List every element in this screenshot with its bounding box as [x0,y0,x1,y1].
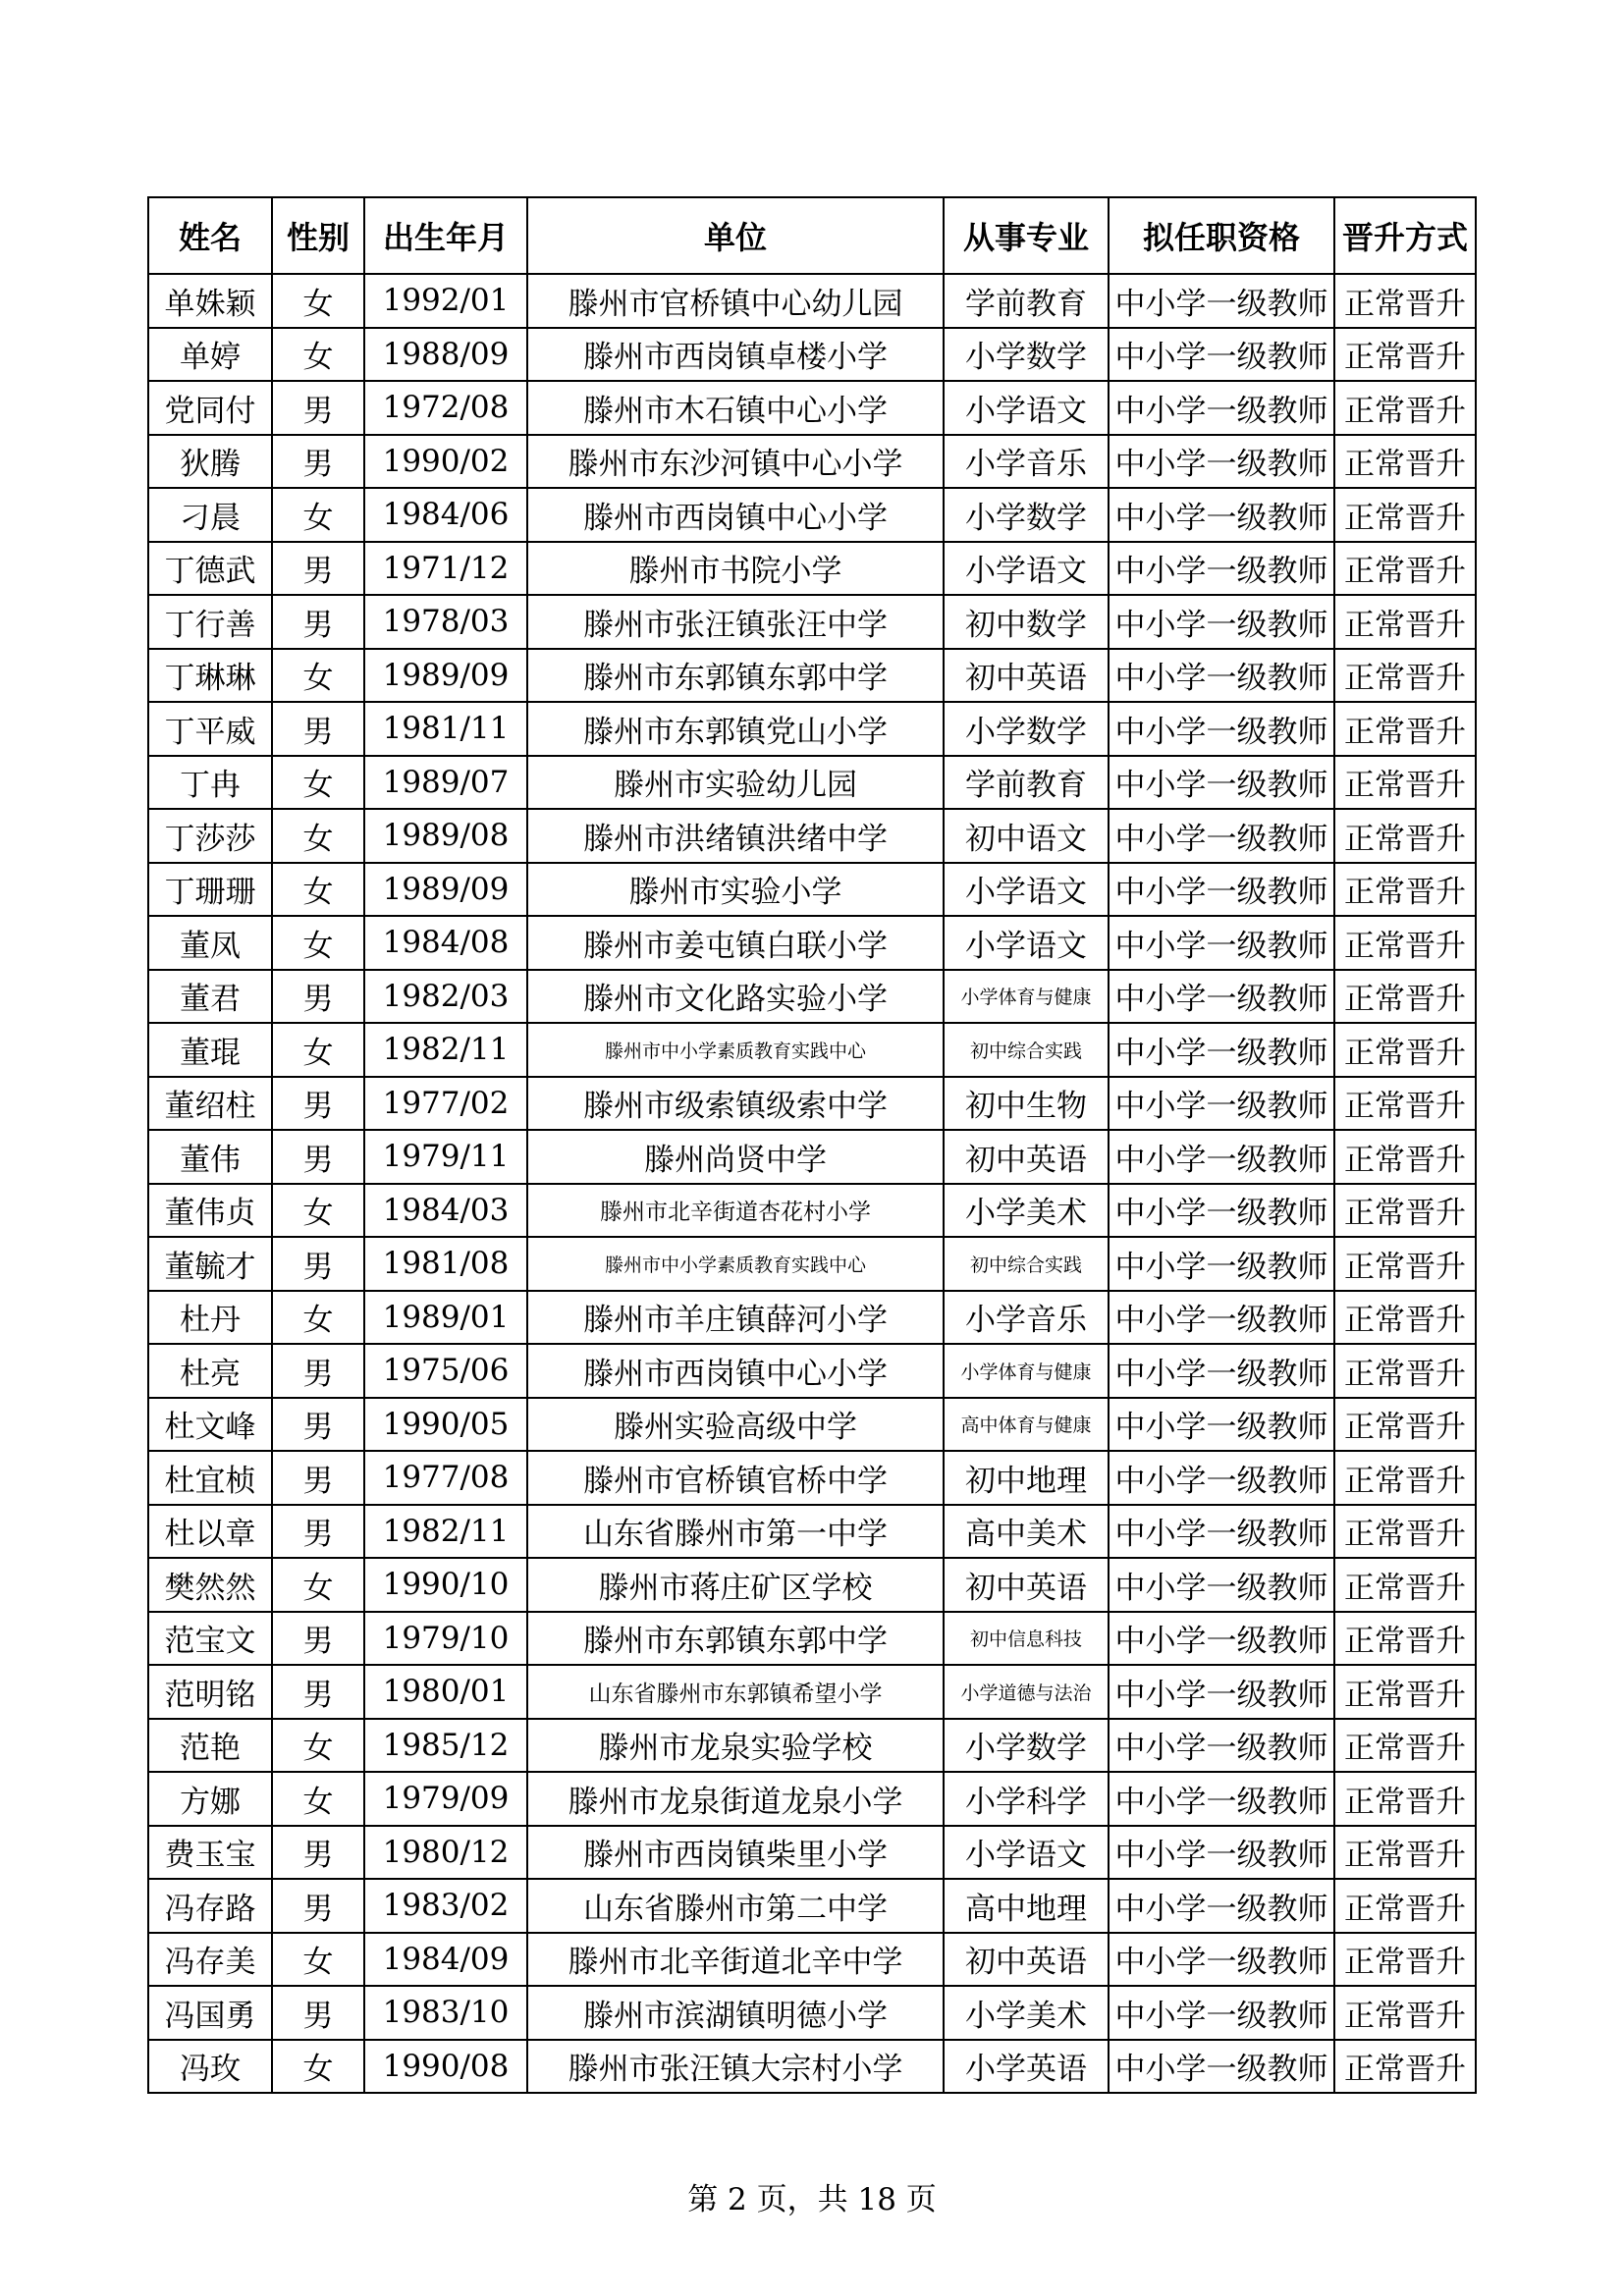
cell-name: 单姝颖 [148,274,272,328]
cell-promotion: 正常晋升 [1334,435,1476,489]
cell-birth: 1982/03 [364,970,527,1024]
cell-promotion: 正常晋升 [1334,863,1476,917]
cell-unit: 滕州市张汪镇大宗村小学 [527,2040,944,2094]
cell-name: 樊然然 [148,1558,272,1612]
cell-birth: 1982/11 [364,1023,527,1077]
cell-name: 杜以章 [148,1505,272,1559]
cell-name: 刁晨 [148,488,272,542]
cell-qualification: 中小学一级教师 [1109,328,1334,382]
cell-unit: 山东省滕州市第二中学 [527,1879,944,1933]
table-row [148,1237,1476,1291]
table-row [148,1719,1476,1773]
cell-birth: 1992/01 [364,274,527,328]
cell-gender: 男 [272,1398,364,1452]
cell-gender: 男 [272,542,364,596]
cell-major: 小学体育与健康 [944,970,1109,1024]
cell-qualification: 中小学一级教师 [1109,1612,1334,1666]
cell-promotion: 正常晋升 [1334,1130,1476,1184]
cell-birth: 1984/08 [364,916,527,970]
table-header [148,197,1476,274]
cell-major: 小学数学 [944,702,1109,756]
cell-birth: 1983/02 [364,1879,527,1933]
cell-qualification: 中小学一级教师 [1109,1184,1334,1238]
cell-promotion: 正常晋升 [1334,649,1476,703]
cell-promotion: 正常晋升 [1334,328,1476,382]
cell-qualification: 中小学一级教师 [1109,1077,1334,1131]
cell-gender: 女 [272,1184,364,1238]
cell-major: 小学语文 [944,1826,1109,1880]
cell-gender: 女 [272,809,364,863]
cell-qualification: 中小学一级教师 [1109,1398,1334,1452]
table-row [148,756,1476,810]
cell-qualification: 中小学一级教师 [1109,542,1334,596]
cell-gender: 女 [272,328,364,382]
header-unit: 单位 [527,197,944,274]
cell-promotion: 正常晋升 [1334,1933,1476,1987]
cell-qualification: 中小学一级教师 [1109,1826,1334,1880]
cell-qualification: 中小学一级教师 [1109,1023,1334,1077]
cell-unit: 滕州市文化路实验小学 [527,970,944,1024]
cell-qualification: 中小学一级教师 [1109,863,1334,917]
header-qualification: 拟任职资格 [1109,197,1334,274]
table-body [148,274,1476,2093]
table-row [148,595,1476,649]
cell-name: 董伟贞 [148,1184,272,1238]
cell-promotion: 正常晋升 [1334,274,1476,328]
cell-birth: 1990/05 [364,1398,527,1452]
cell-major: 小学音乐 [944,1291,1109,1345]
cell-major: 小学语文 [944,542,1109,596]
cell-major: 学前教育 [944,756,1109,810]
cell-promotion: 正常晋升 [1334,488,1476,542]
cell-birth: 1982/11 [364,1505,527,1559]
cell-birth: 1981/08 [364,1237,527,1291]
cell-major: 学前教育 [944,274,1109,328]
cell-name: 范艳 [148,1719,272,1773]
cell-qualification: 中小学一级教师 [1109,595,1334,649]
cell-name: 杜丹 [148,1291,272,1345]
header-gender: 性别 [272,197,364,274]
cell-name: 党同付 [148,381,272,435]
cell-major: 小学美术 [944,1986,1109,2040]
table-row [148,1344,1476,1398]
table-row [148,649,1476,703]
cell-major: 初中英语 [944,1558,1109,1612]
cell-birth: 1985/12 [364,1719,527,1773]
cell-name: 范明铭 [148,1665,272,1719]
cell-qualification: 中小学一级教师 [1109,1719,1334,1773]
cell-unit: 滕州市张汪镇张汪中学 [527,595,944,649]
cell-promotion: 正常晋升 [1334,916,1476,970]
cell-promotion: 正常晋升 [1334,1879,1476,1933]
table-row [148,328,1476,382]
cell-promotion: 正常晋升 [1334,970,1476,1024]
cell-name: 丁平威 [148,702,272,756]
cell-name: 董绍柱 [148,1077,272,1131]
cell-promotion: 正常晋升 [1334,1612,1476,1666]
cell-unit: 滕州市北辛街道北辛中学 [527,1933,944,1987]
table-row [148,1505,1476,1559]
table-row [148,1184,1476,1238]
cell-gender: 男 [272,1237,364,1291]
cell-promotion: 正常晋升 [1334,1505,1476,1559]
cell-name: 冯存美 [148,1933,272,1987]
page-number-footer: 第 2 页，共 18 页 [687,2182,937,2217]
cell-birth: 1990/10 [364,1558,527,1612]
cell-unit: 滕州市洪绪镇洪绪中学 [527,809,944,863]
cell-major: 小学美术 [944,1184,1109,1238]
table-row [148,1077,1476,1131]
cell-name: 丁冉 [148,756,272,810]
cell-major: 小学语文 [944,863,1109,917]
cell-gender: 女 [272,1558,364,1612]
cell-unit: 滕州市龙泉街道龙泉小学 [527,1772,944,1826]
table-row [148,1933,1476,1987]
cell-birth: 1981/11 [364,702,527,756]
cell-gender: 男 [272,1612,364,1666]
cell-promotion: 正常晋升 [1334,1398,1476,1452]
cell-unit: 滕州市实验小学 [527,863,944,917]
cell-qualification: 中小学一级教师 [1109,1665,1334,1719]
cell-name: 费玉宝 [148,1826,272,1880]
table-row [148,1398,1476,1452]
cell-major: 初中英语 [944,1130,1109,1184]
cell-major: 初中信息科技 [944,1612,1109,1666]
header-birth: 出生年月 [364,197,527,274]
cell-promotion: 正常晋升 [1334,1665,1476,1719]
cell-qualification: 中小学一级教师 [1109,1505,1334,1559]
cell-qualification: 中小学一级教师 [1109,809,1334,863]
cell-qualification: 中小学一级教师 [1109,1344,1334,1398]
cell-gender: 女 [272,488,364,542]
cell-major: 初中地理 [944,1451,1109,1505]
cell-birth: 1989/09 [364,863,527,917]
cell-promotion: 正常晋升 [1334,2040,1476,2094]
cell-major: 初中英语 [944,1933,1109,1987]
cell-birth: 1977/08 [364,1451,527,1505]
cell-gender: 男 [272,1505,364,1559]
cell-birth: 1984/09 [364,1933,527,1987]
cell-unit: 山东省滕州市第一中学 [527,1505,944,1559]
cell-name: 杜文峰 [148,1398,272,1452]
cell-gender: 女 [272,274,364,328]
cell-promotion: 正常晋升 [1334,1826,1476,1880]
cell-gender: 男 [272,381,364,435]
cell-birth: 1984/03 [364,1184,527,1238]
cell-gender: 男 [272,702,364,756]
cell-major: 小学语文 [944,381,1109,435]
cell-birth: 1983/10 [364,1986,527,2040]
cell-birth: 1980/12 [364,1826,527,1880]
cell-promotion: 正常晋升 [1334,1772,1476,1826]
cell-major: 初中数学 [944,595,1109,649]
table-row [148,702,1476,756]
cell-major: 小学数学 [944,488,1109,542]
cell-qualification: 中小学一级教师 [1109,1772,1334,1826]
cell-qualification: 中小学一级教师 [1109,1986,1334,2040]
cell-promotion: 正常晋升 [1334,1558,1476,1612]
cell-unit: 滕州市羊庄镇薛河小学 [527,1291,944,1345]
cell-major: 高中地理 [944,1879,1109,1933]
cell-gender: 男 [272,1451,364,1505]
cell-unit: 滕州市中小学素质教育实践中心 [527,1023,944,1077]
cell-name: 杜亮 [148,1344,272,1398]
cell-unit: 滕州市官桥镇官桥中学 [527,1451,944,1505]
cell-name: 冯玫 [148,2040,272,2094]
cell-major: 小学数学 [944,1719,1109,1773]
cell-gender: 女 [272,1933,364,1987]
table-row [148,1879,1476,1933]
cell-birth: 1984/06 [364,488,527,542]
header-major: 从事专业 [944,197,1109,274]
cell-promotion: 正常晋升 [1334,702,1476,756]
cell-name: 范宝文 [148,1612,272,1666]
cell-qualification: 中小学一级教师 [1109,1237,1334,1291]
cell-gender: 女 [272,1291,364,1345]
cell-major: 高中美术 [944,1505,1109,1559]
cell-qualification: 中小学一级教师 [1109,274,1334,328]
cell-qualification: 中小学一级教师 [1109,649,1334,703]
cell-name: 董伟 [148,1130,272,1184]
cell-birth: 1980/01 [364,1665,527,1719]
cell-name: 丁琳琳 [148,649,272,703]
table-row [148,916,1476,970]
cell-major: 小学道德与法治 [944,1665,1109,1719]
cell-gender: 男 [272,1077,364,1131]
cell-major: 高中体育与健康 [944,1398,1109,1452]
cell-birth: 1989/01 [364,1291,527,1345]
header-name: 姓名 [148,197,272,274]
table-row [148,2040,1476,2094]
table-row [148,274,1476,328]
cell-qualification: 中小学一级教师 [1109,970,1334,1024]
cell-birth: 1989/09 [364,649,527,703]
cell-unit: 滕州市滨湖镇明德小学 [527,1986,944,2040]
cell-birth: 1979/10 [364,1612,527,1666]
cell-unit: 滕州市中小学素质教育实践中心 [527,1237,944,1291]
table-row [148,1826,1476,1880]
cell-name: 董凤 [148,916,272,970]
cell-gender: 男 [272,435,364,489]
cell-unit: 山东省滕州市东郭镇希望小学 [527,1665,944,1719]
cell-unit: 滕州市西岗镇柴里小学 [527,1826,944,1880]
cell-promotion: 正常晋升 [1334,1184,1476,1238]
cell-name: 杜宜桢 [148,1451,272,1505]
cell-name: 狄腾 [148,435,272,489]
cell-name: 董毓才 [148,1237,272,1291]
cell-name: 丁行善 [148,595,272,649]
cell-unit: 滕州市蒋庄矿区学校 [527,1558,944,1612]
cell-name: 董琨 [148,1023,272,1077]
cell-promotion: 正常晋升 [1334,1291,1476,1345]
cell-qualification: 中小学一级教师 [1109,1291,1334,1345]
cell-promotion: 正常晋升 [1334,1077,1476,1131]
cell-unit: 滕州市西岗镇卓楼小学 [527,328,944,382]
cell-unit: 滕州实验高级中学 [527,1398,944,1452]
cell-qualification: 中小学一级教师 [1109,381,1334,435]
table-row [148,1291,1476,1345]
table-row [148,435,1476,489]
cell-birth: 1972/08 [364,381,527,435]
cell-unit: 滕州市东郭镇党山小学 [527,702,944,756]
teacher-qualification-table [147,196,1477,2094]
cell-gender: 女 [272,1719,364,1773]
table-row [148,1023,1476,1077]
cell-unit: 滕州市北辛街道杏花村小学 [527,1184,944,1238]
cell-unit: 滕州市龙泉实验学校 [527,1719,944,1773]
cell-promotion: 正常晋升 [1334,1344,1476,1398]
cell-gender: 男 [272,595,364,649]
cell-gender: 男 [272,1344,364,1398]
cell-gender: 女 [272,756,364,810]
cell-birth: 1990/02 [364,435,527,489]
table-row [148,381,1476,435]
cell-unit: 滕州市木石镇中心小学 [527,381,944,435]
table-row [148,970,1476,1024]
cell-name: 单婷 [148,328,272,382]
cell-birth: 1979/09 [364,1772,527,1826]
cell-birth: 1975/06 [364,1344,527,1398]
cell-major: 小学语文 [944,916,1109,970]
cell-promotion: 正常晋升 [1334,1986,1476,2040]
cell-qualification: 中小学一级教师 [1109,435,1334,489]
cell-promotion: 正常晋升 [1334,809,1476,863]
table-row [148,863,1476,917]
cell-name: 冯存路 [148,1879,272,1933]
cell-unit: 滕州市东郭镇东郭中学 [527,1612,944,1666]
cell-birth: 1989/08 [364,809,527,863]
cell-unit: 滕州市实验幼儿园 [527,756,944,810]
cell-gender: 女 [272,2040,364,2094]
cell-birth: 1989/07 [364,756,527,810]
cell-gender: 男 [272,1826,364,1880]
cell-major: 小学英语 [944,2040,1109,2094]
table-row [148,1612,1476,1666]
cell-gender: 男 [272,1665,364,1719]
cell-birth: 1990/08 [364,2040,527,2094]
cell-birth: 1988/09 [364,328,527,382]
table-row [148,1130,1476,1184]
cell-promotion: 正常晋升 [1334,1451,1476,1505]
table-row [148,1665,1476,1719]
cell-birth: 1977/02 [364,1077,527,1131]
cell-promotion: 正常晋升 [1334,756,1476,810]
header-row [148,197,1476,274]
cell-gender: 女 [272,916,364,970]
cell-qualification: 中小学一级教师 [1109,702,1334,756]
cell-birth: 1978/03 [364,595,527,649]
cell-gender: 男 [272,1130,364,1184]
cell-qualification: 中小学一级教师 [1109,1451,1334,1505]
cell-major: 初中综合实践 [944,1023,1109,1077]
cell-gender: 男 [272,1986,364,2040]
cell-promotion: 正常晋升 [1334,1237,1476,1291]
cell-major: 小学数学 [944,328,1109,382]
cell-unit: 滕州市姜屯镇白联小学 [527,916,944,970]
cell-gender: 女 [272,863,364,917]
cell-major: 初中生物 [944,1077,1109,1131]
cell-unit: 滕州市级索镇级索中学 [527,1077,944,1131]
cell-major: 初中综合实践 [944,1237,1109,1291]
table-row [148,1772,1476,1826]
cell-promotion: 正常晋升 [1334,542,1476,596]
cell-gender: 女 [272,1023,364,1077]
cell-promotion: 正常晋升 [1334,595,1476,649]
header-promotion: 晋升方式 [1334,197,1476,274]
cell-promotion: 正常晋升 [1334,1023,1476,1077]
cell-major: 小学科学 [944,1772,1109,1826]
cell-gender: 男 [272,1879,364,1933]
cell-unit: 滕州市西岗镇中心小学 [527,488,944,542]
cell-unit: 滕州市东郭镇东郭中学 [527,649,944,703]
cell-name: 董君 [148,970,272,1024]
table-row [148,1451,1476,1505]
cell-qualification: 中小学一级教师 [1109,488,1334,542]
cell-promotion: 正常晋升 [1334,381,1476,435]
cell-birth: 1971/12 [364,542,527,596]
cell-name: 丁珊珊 [148,863,272,917]
cell-name: 丁莎莎 [148,809,272,863]
cell-qualification: 中小学一级教师 [1109,1879,1334,1933]
cell-major: 小学音乐 [944,435,1109,489]
table-row [148,1986,1476,2040]
cell-major: 初中英语 [944,649,1109,703]
cell-unit: 滕州市西岗镇中心小学 [527,1344,944,1398]
cell-qualification: 中小学一级教师 [1109,916,1334,970]
cell-name: 冯国勇 [148,1986,272,2040]
cell-qualification: 中小学一级教师 [1109,2040,1334,2094]
cell-unit: 滕州市官桥镇中心幼儿园 [527,274,944,328]
cell-promotion: 正常晋升 [1334,1719,1476,1773]
cell-unit: 滕州市东沙河镇中心小学 [527,435,944,489]
cell-name: 丁德武 [148,542,272,596]
cell-name: 方娜 [148,1772,272,1826]
cell-unit: 滕州市书院小学 [527,542,944,596]
cell-qualification: 中小学一级教师 [1109,1130,1334,1184]
cell-qualification: 中小学一级教师 [1109,1933,1334,1987]
table-row [148,542,1476,596]
cell-birth: 1979/11 [364,1130,527,1184]
cell-major: 初中语文 [944,809,1109,863]
cell-unit: 滕州尚贤中学 [527,1130,944,1184]
cell-qualification: 中小学一级教师 [1109,756,1334,810]
cell-gender: 女 [272,1772,364,1826]
cell-qualification: 中小学一级教师 [1109,1558,1334,1612]
cell-gender: 女 [272,649,364,703]
table-row [148,488,1476,542]
table-row [148,1558,1476,1612]
cell-gender: 男 [272,970,364,1024]
cell-major: 小学体育与健康 [944,1344,1109,1398]
table-row [148,809,1476,863]
